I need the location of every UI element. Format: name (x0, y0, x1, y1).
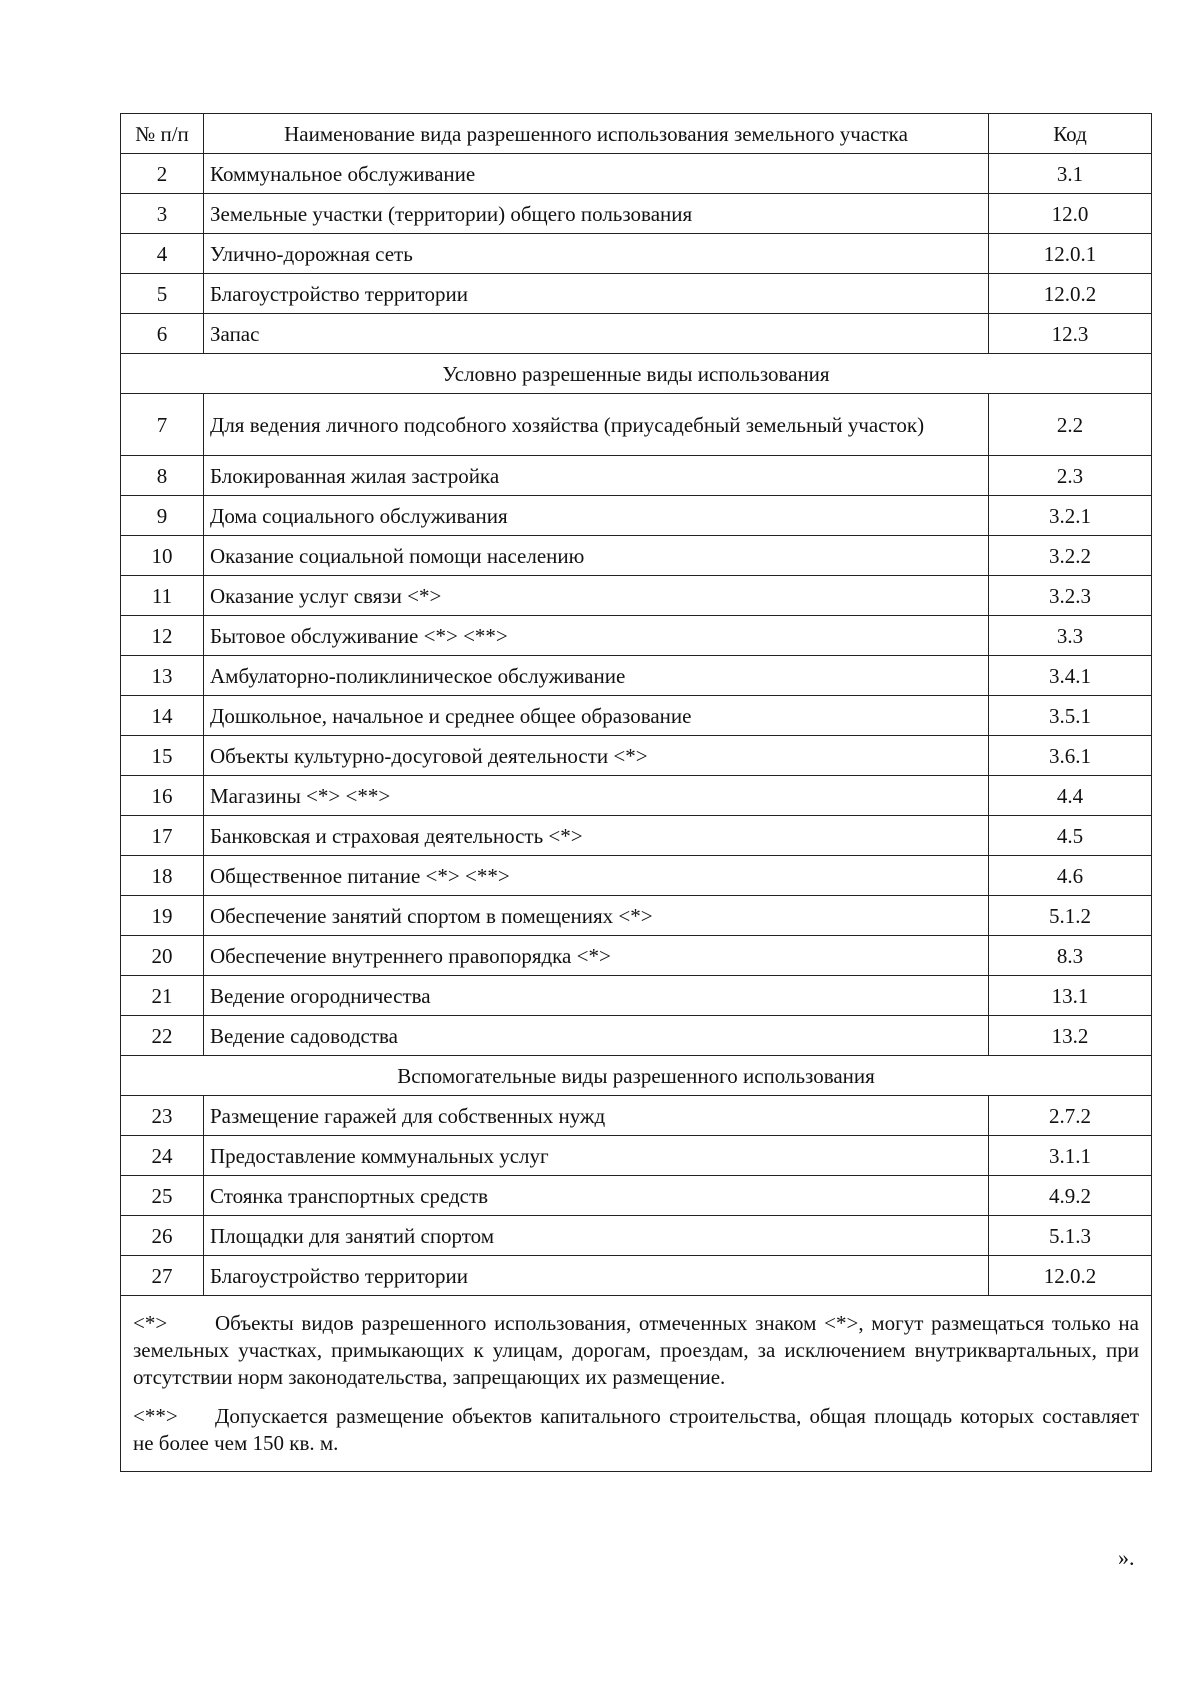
row-name: Для ведения личного подсобного хозяйства (приусадебный земельный участок) (204, 394, 989, 456)
table-row (121, 896, 1152, 936)
section-heading-auxiliary: Вспомогательные виды разрешенного использования (121, 1056, 1152, 1096)
header-num: № п/п (121, 114, 204, 154)
table-row (121, 776, 1152, 816)
row-num: 9 (121, 496, 204, 536)
closing-quote: ». (1118, 1545, 1135, 1570)
table-row (121, 616, 1152, 656)
row-name: Обеспечение занятий спортом в помещениях <*> (204, 896, 989, 936)
row-num: 18 (121, 856, 204, 896)
row-name: Улично-дорожная сеть (204, 234, 989, 274)
row-name: Бытовое обслуживание <*> <**> (204, 616, 989, 656)
footnote-text: Допускается размещение объектов капитального строительства, общая площадь которых составляет не более чем 150 кв. м. (133, 1404, 1139, 1455)
row-num: 15 (121, 736, 204, 776)
table-row (121, 1136, 1152, 1176)
row-num: 5 (121, 274, 204, 314)
row-name: Обеспечение внутреннего правопорядка <*> (204, 936, 989, 976)
row-code: 13.2 (989, 1016, 1152, 1056)
section-heading-conditional-row (121, 354, 1152, 394)
footnote-mark: <**> (133, 1404, 178, 1428)
section-heading-auxiliary-row (121, 1056, 1152, 1096)
row-name: Блокированная жилая застройка (204, 456, 989, 496)
row-name: Объекты культурно-досуговой деятельности <*> (204, 736, 989, 776)
row-num: 20 (121, 936, 204, 976)
row-name: Дома социального обслуживания (204, 496, 989, 536)
footnotes-row (121, 1296, 1152, 1472)
row-code: 12.0.2 (989, 274, 1152, 314)
row-name: Оказание услуг связи <*> (204, 576, 989, 616)
row-name: Оказание социальной помощи населению (204, 536, 989, 576)
row-num: 22 (121, 1016, 204, 1056)
table-row (121, 816, 1152, 856)
table-row (121, 1216, 1152, 1256)
table-header-row (121, 114, 1152, 154)
row-name: Размещение гаражей для собственных нужд (204, 1096, 989, 1136)
row-num: 6 (121, 314, 204, 354)
footnote-text: Объекты видов разрешенного использования, отмеченных знаком <*>, могут размещаться только на земельных участках, примыкающих к улицам, дорогам, проездам, за исключением внутриквартальных, при отсутствии норм законодательства, запрещающих их размещение. (133, 1311, 1139, 1389)
row-code: 5.1.3 (989, 1216, 1152, 1256)
row-num: 13 (121, 656, 204, 696)
row-num: 16 (121, 776, 204, 816)
row-code: 3.2.1 (989, 496, 1152, 536)
row-num: 21 (121, 976, 204, 1016)
table-row (121, 456, 1152, 496)
section-heading-conditional: Условно разрешенные виды использования (121, 354, 1152, 394)
row-num: 8 (121, 456, 204, 496)
row-code: 12.0.2 (989, 1256, 1152, 1296)
row-code: 3.3 (989, 616, 1152, 656)
row-code: 5.1.2 (989, 896, 1152, 936)
row-name: Земельные участки (территории) общего пользования (204, 194, 989, 234)
table-row (121, 1176, 1152, 1216)
row-num: 17 (121, 816, 204, 856)
row-code: 2.7.2 (989, 1096, 1152, 1136)
row-num: 4 (121, 234, 204, 274)
row-code: 13.1 (989, 976, 1152, 1016)
row-num: 23 (121, 1096, 204, 1136)
row-code: 3.1.1 (989, 1136, 1152, 1176)
row-code: 4.9.2 (989, 1176, 1152, 1216)
table-row (121, 1096, 1152, 1136)
table-row (121, 496, 1152, 536)
row-num: 14 (121, 696, 204, 736)
row-name: Ведение огородничества (204, 976, 989, 1016)
table-row (121, 656, 1152, 696)
row-num: 25 (121, 1176, 204, 1216)
row-code: 3.2.3 (989, 576, 1152, 616)
row-name: Площадки для занятий спортом (204, 1216, 989, 1256)
table-row (121, 314, 1152, 354)
table-row (121, 936, 1152, 976)
row-name: Дошкольное, начальное и среднее общее образование (204, 696, 989, 736)
row-name: Общественное питание <*> <**> (204, 856, 989, 896)
table-row (121, 394, 1152, 456)
land-use-table (120, 113, 1152, 1472)
row-code: 2.2 (989, 394, 1152, 456)
footnote (133, 1310, 1139, 1391)
row-code: 3.6.1 (989, 736, 1152, 776)
row-name: Запас (204, 314, 989, 354)
row-code: 4.6 (989, 856, 1152, 896)
table-row (121, 536, 1152, 576)
table-row (121, 154, 1152, 194)
row-name: Коммунальное обслуживание (204, 154, 989, 194)
row-name: Амбулаторно-поликлиническое обслуживание (204, 656, 989, 696)
table-row (121, 976, 1152, 1016)
row-num: 26 (121, 1216, 204, 1256)
row-code: 8.3 (989, 936, 1152, 976)
row-code: 2.3 (989, 456, 1152, 496)
row-name: Благоустройство территории (204, 274, 989, 314)
table-row (121, 234, 1152, 274)
row-name: Стоянка транспортных средств (204, 1176, 989, 1216)
row-code: 3.1 (989, 154, 1152, 194)
table-row (121, 696, 1152, 736)
row-name: Предоставление коммунальных услуг (204, 1136, 989, 1176)
footnote (133, 1403, 1139, 1457)
table-row (121, 576, 1152, 616)
row-num: 11 (121, 576, 204, 616)
footnote-mark: <*> (133, 1311, 168, 1335)
row-code: 3.2.2 (989, 536, 1152, 576)
header-name: Наименование вида разрешенного использования земельного участка (204, 114, 989, 154)
row-num: 2 (121, 154, 204, 194)
row-code: 3.5.1 (989, 696, 1152, 736)
row-num: 3 (121, 194, 204, 234)
row-num: 12 (121, 616, 204, 656)
table-row (121, 1016, 1152, 1056)
table-row (121, 856, 1152, 896)
row-num: 7 (121, 394, 204, 456)
row-name: Банковская и страховая деятельность <*> (204, 816, 989, 856)
row-name: Ведение садоводства (204, 1016, 989, 1056)
row-num: 24 (121, 1136, 204, 1176)
row-num: 27 (121, 1256, 204, 1296)
table-row (121, 194, 1152, 234)
row-name: Благоустройство территории (204, 1256, 989, 1296)
footnotes (121, 1296, 1152, 1472)
table-body (121, 114, 1152, 1472)
header-code: Код (989, 114, 1152, 154)
row-code: 12.3 (989, 314, 1152, 354)
row-code: 12.0.1 (989, 234, 1152, 274)
row-num: 10 (121, 536, 204, 576)
row-name: Магазины <*> <**> (204, 776, 989, 816)
row-code: 4.5 (989, 816, 1152, 856)
table-row (121, 736, 1152, 776)
table-row (121, 274, 1152, 314)
table-row (121, 1256, 1152, 1296)
row-code: 3.4.1 (989, 656, 1152, 696)
row-code: 4.4 (989, 776, 1152, 816)
row-code: 12.0 (989, 194, 1152, 234)
row-num: 19 (121, 896, 204, 936)
